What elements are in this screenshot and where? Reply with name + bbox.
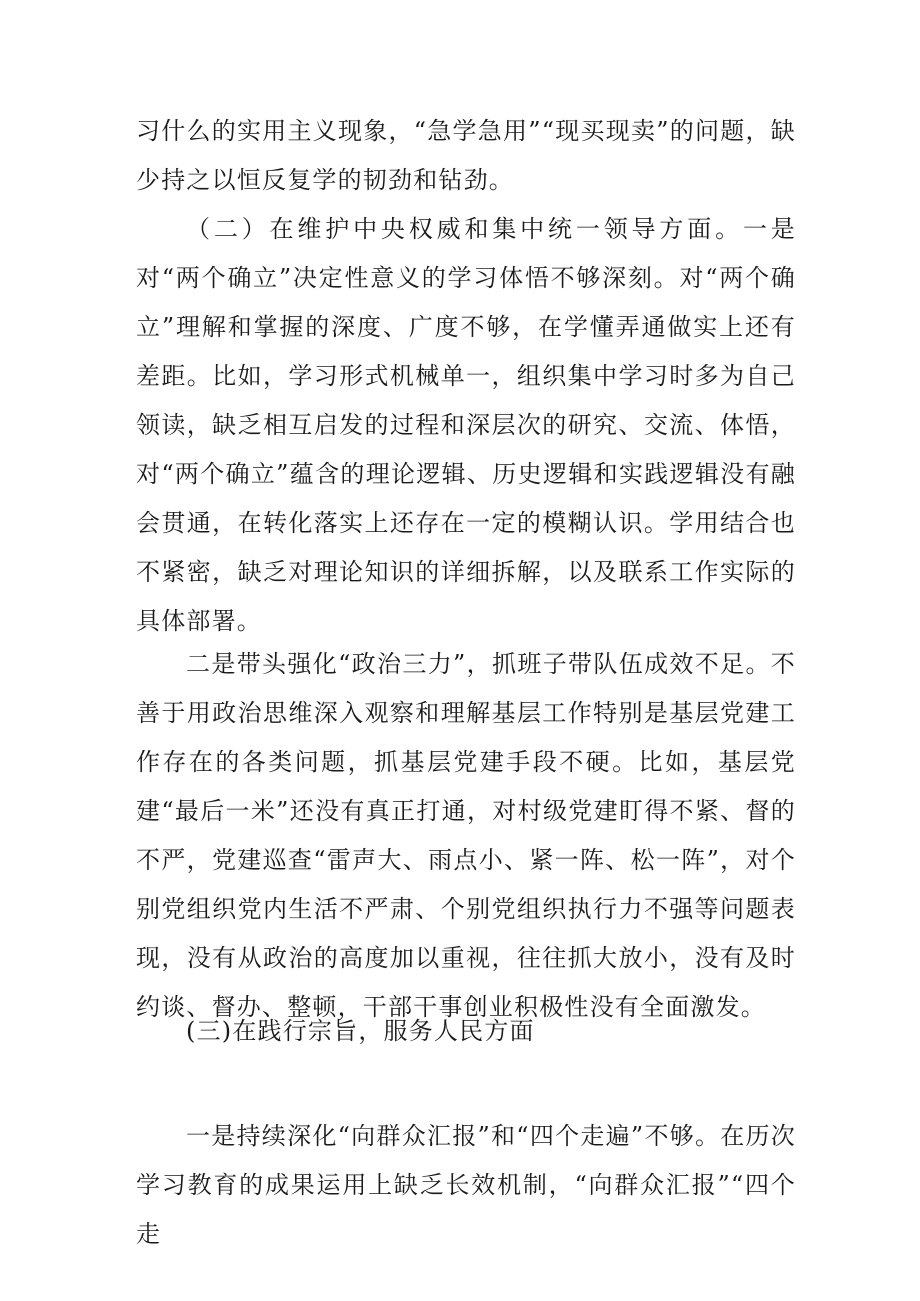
paragraph-3-block xyxy=(136,640,796,1032)
paragraph-2-block xyxy=(136,205,796,646)
paragraph-4: 一是持续深化“向群众汇报”和“四个走遍”不够。在历次学习教育的成果运用上缺乏长效机制，“向群众汇报”“四个走 xyxy=(136,1122,796,1248)
section-heading-block xyxy=(136,1007,796,1056)
paragraph-4-block xyxy=(136,1112,796,1259)
paragraph-3: 二是带头强化“政治三力”，抓班子带队伍成效不足。不善于用政治思维深入观察和理解基层工作特别是基层党建工作存在的各类问题，抓基层党建手段不硬。比如，基层党建“最后一米”还没有真正打通，对村级党建盯得不紧、督的不严，党建巡查“雷声大、雨点小、紧一阵、松一阵”，对个别党组织党内生活不严肃、个别党组织执行力不强等问题表现，没有从政治的高度加以重视，往往抓大放小，没有及时约谈、督办、整顿，干部干事创业积极性没有全面激发。 xyxy=(136,650,796,1021)
paragraph-1: 习什么的实用主义现象，“急学急用”“现买现卖”的问题，缺少持之以恒反复学的韧劲和钻劲。 xyxy=(136,117,796,194)
paragraph-2: （二）在维护中央权威和集中统一领导方面。一是对“两个确立”决定性意义的学习体悟不够深刻。对“两个确立”理解和掌握的深度、广度不够，在学懂弄通做实上还有差距。比如，学习形式机械单一，组织集中学习时多为自己领读，缺乏相互启发的过程和深层次的研究、交流、体悟，对“两个确立”蕴含的理论逻辑、历史逻辑和实践逻辑没有融会贯通，在转化落实上还存在一定的模糊认识。学用结合也不紧密，缺乏对理论知识的详细拆解，以及联系工作实际的具体部署。 xyxy=(136,215,796,635)
section-heading: (三)在践行宗旨，服务人民方面 xyxy=(186,1017,535,1045)
paragraph-1-block xyxy=(136,107,796,205)
